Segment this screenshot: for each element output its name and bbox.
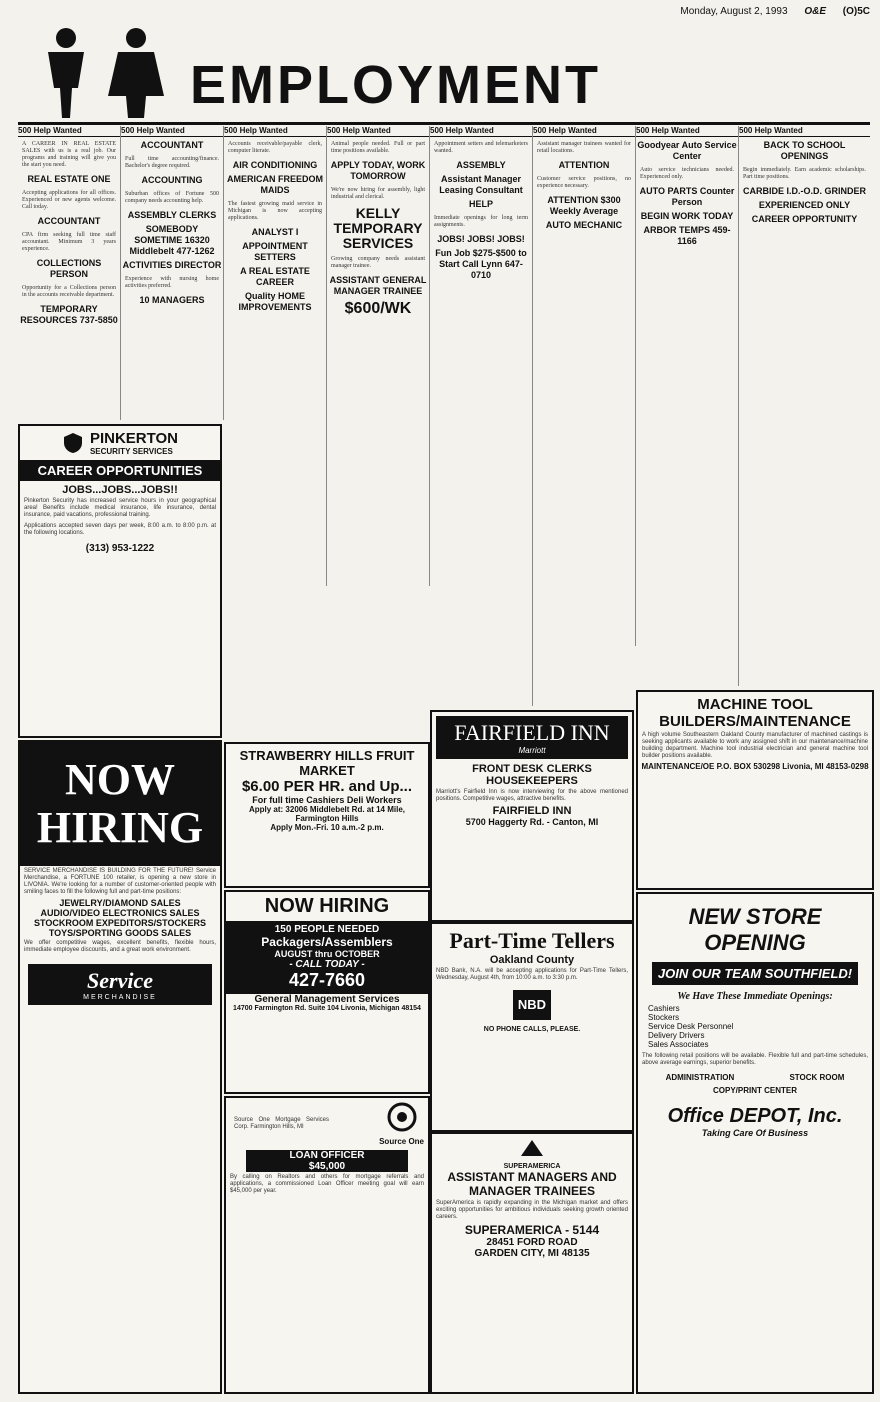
ad-title: JOBS! JOBS! JOBS! bbox=[437, 234, 525, 244]
superamerica-company: SUPERAMERICA - 5144 bbox=[464, 1223, 600, 1237]
ad-title: HELP bbox=[468, 199, 493, 209]
ad-title: Quality HOME IMPROVEMENTS bbox=[238, 291, 312, 312]
classified-column-4: 500 Help Wanted Animal people needed. Full or part time positions available. APPLY TODAY, WORK TOMORROW We're now hiring for assembly, light industrial and clerical. KELLY TEMPORARY SERVICES Growing company needs assistant manager trainee. ASSISTANT GENERAL MANAGER TRAINEE $600/WK bbox=[327, 126, 430, 586]
ad-title: ASSISTANT GENERAL MANAGER TRAINEE bbox=[329, 275, 427, 296]
page-folio bbox=[18, 6, 870, 20]
gm-line2: Packagers/Assemblers bbox=[261, 935, 393, 949]
ad-title: AIR CONDITIONING bbox=[232, 160, 318, 170]
od-section-stock: STOCK ROOM bbox=[789, 1073, 845, 1082]
ad-title: BEGIN WORK TODAY bbox=[640, 211, 734, 221]
column-heading: 500 Help Wanted bbox=[533, 126, 635, 137]
strawberry-hours: Apply Mon.-Fri. 10 a.m.-2 p.m. bbox=[270, 823, 384, 832]
classified-column-7: 500 Help Wanted Goodyear Auto Service Center Auto service technicians needed. Experienced only. AUTO PARTS Counter Person BEGIN WORK TODAY ARBOR TEMPS 459-1166 bbox=[636, 126, 739, 686]
ad-title: AUTO MECHANIC bbox=[545, 220, 623, 230]
ad-title: CARBIDE I.D.-O.D. GRINDER bbox=[742, 186, 866, 196]
strawberry-title: STRAWBERRY HILLS FRUIT MARKET bbox=[239, 748, 415, 778]
classified-column-6: 500 Help Wanted Assistant manager trainees wanted for retail locations. ATTENTION Customer service positions, no experience necessary. ATTENTION $300 Weekly Average AUTO MECHANIC bbox=[533, 126, 636, 646]
ad-title: APPLY TODAY, WORK TOMORROW bbox=[330, 160, 426, 181]
shield-icon bbox=[62, 432, 84, 454]
nbd-footer: NO PHONE CALLS, PLEASE. bbox=[483, 1026, 581, 1033]
section-banner bbox=[18, 22, 870, 125]
fairfield-inn-ad: FAIRFIELD INN Marriott FRONT DESK CLERKS HOUSEKEEPERS Marriott's Fairfield Inn is now interviewing for the above mentioned positions. Competitive wages, attractive benefits. FAIRFIELD INN 5700 Haggerty Rd. - Canton, MI bbox=[430, 710, 634, 922]
people-logo-icon bbox=[28, 26, 178, 118]
ad-title: AMERICAN FREEDOM MAIDS bbox=[227, 174, 323, 195]
ad-title: Goodyear Auto Service Center bbox=[637, 140, 737, 161]
source-one-brand: Source One bbox=[379, 1137, 424, 1146]
od-sub: JOIN OUR TEAM SOUTHFIELD! bbox=[652, 962, 858, 985]
superamerica-logo-icon bbox=[519, 1138, 545, 1158]
ad-title: TEMPORARY RESOURCES 737-5850 bbox=[20, 304, 118, 325]
ad-title: SOMEBODY SOMETIME 16320 Middlebelt 477-1262 bbox=[129, 224, 215, 256]
gm-call: - CALL TODAY - bbox=[289, 959, 365, 970]
machine-tool-headline: MACHINE TOOL BUILDERS/MAINTENANCE bbox=[659, 696, 851, 730]
column-heading: 500 Help Wanted bbox=[121, 126, 223, 137]
strawberry-apply: Apply at: 32006 Middlebelt Rd. at 14 Mile, Farmington Hills bbox=[248, 805, 406, 823]
ad-title: REAL ESTATE ONE bbox=[27, 174, 111, 184]
classified-column-1: 500 Help Wanted A CAREER IN REAL ESTATE SALES with us is a real job. Our programs and training will give you the start you need. REAL ESTATE ONE Accepting applications for all offices. Experienced or new agents welcome. Call today. ACCOUNTANT CPA firm seeking full time staff accountant. Minimum 3 years experience. COLLECTIONS PERSON Opportunity for a Collections person in the accounts receivable department. TEMPORARY RESOURCES 737-5850 bbox=[18, 126, 121, 420]
ad-title: AUTO PARTS Counter Person bbox=[639, 186, 735, 207]
pinkerton-sub: SECURITY SERVICES bbox=[89, 447, 173, 456]
machine-tool-address: MAINTENANCE/OE P.O. BOX 530298 Livonia, MI 48153-0298 bbox=[641, 762, 869, 771]
fairfield-company: FAIRFIELD INN bbox=[492, 805, 572, 817]
od-opening-5: Sales Associates bbox=[648, 1040, 709, 1049]
pinkerton-jobs: JOBS...JOBS...JOBS!! bbox=[62, 484, 178, 496]
ad-title: ACTIVITIES DIRECTOR bbox=[122, 260, 222, 270]
gm-phone: 427-7660 bbox=[288, 970, 366, 990]
ad-title: $600/WK bbox=[344, 300, 412, 317]
fairfield-address: 5700 Haggerty Rd. - Canton, MI bbox=[465, 817, 599, 827]
folio-paper: O&E bbox=[804, 6, 826, 17]
column-heading: 500 Help Wanted bbox=[739, 126, 870, 137]
od-opening-4: Delivery Drivers bbox=[648, 1031, 705, 1040]
ad-title: ARBOR TEMPS 459-1166 bbox=[643, 225, 731, 246]
gm-company: General Management Services bbox=[254, 994, 400, 1005]
service-merchandise-ad: NOW HIRING SERVICE MERCHANDISE IS BUILDING FOR THE FUTURE! Service Merchandise, a FORTUNE 100 retailer, is opening a new store in LIVONIA. We're looking for a number of customer-oriented people with smiling faces to fill the following full and part-time positions: JEWELRY/DIAMOND SALES AUDIO/VIDEO ELECTRONICS SALES STOCKROOM EXPEDITORS/STOCKERS TOYS/SPORTING GOODS SALES We offer competitive wages, excellent benefits, flexible hours, immediate employee discounts, and a great work environment. Service MERCHANDISE bbox=[18, 740, 222, 1394]
column-heading: 500 Help Wanted bbox=[430, 126, 532, 137]
superamerica-address: 28451 FORD ROAD bbox=[486, 1237, 578, 1248]
strawberry-roles: For full time Cashiers Deli Workers bbox=[252, 795, 402, 805]
ad-title: ACCOUNTANT bbox=[37, 216, 101, 226]
od-tagline: Taking Care Of Business bbox=[701, 1128, 809, 1138]
job-4: TOYS/SPORTING GOODS SALES bbox=[48, 928, 192, 938]
ad-title: ASSEMBLY CLERKS bbox=[127, 210, 217, 220]
source-one-salary: $45,000 bbox=[246, 1161, 408, 1172]
ad-title: Assistant Manager Leasing Consultant bbox=[439, 174, 523, 195]
classified-column-8: 500 Help Wanted BACK TO SCHOOL OPENINGS Begin immediately. Earn academic scholarships. Part time positions. CARBIDE I.D.-O.D. GRINDER EXPERIENCED ONLY CAREER OPPORTUNITY bbox=[739, 126, 870, 686]
column-heading: 500 Help Wanted bbox=[636, 126, 738, 137]
office-depot-ad: NEW STORE OPENING JOIN OUR TEAM SOUTHFIELD! We Have These Immediate Openings: Cashiers Stockers Service Desk Personnel Delivery Drivers Sales Associates The following retail positions will be available. Flexible full and part-time schedules, above average earnings, superior benefits. ADMINISTRATION STOCK ROOM COPY/PRINT CENTER Office DEPOT, Inc. Taking Care Of Business bbox=[636, 892, 874, 1394]
nbd-sub: Oakland County bbox=[489, 954, 575, 966]
gm-details bbox=[226, 921, 428, 994]
nbd-headline: Part-Time Tellers bbox=[449, 928, 615, 953]
od-opening-2: Stockers bbox=[648, 1013, 680, 1022]
pinkerton-brand: PINKERTON bbox=[89, 430, 179, 447]
job-3: STOCKROOM EXPEDITORS/STOCKERS bbox=[33, 918, 207, 928]
superamerica-headline: ASSISTANT MANAGERS AND MANAGER TRAINEES bbox=[447, 1170, 617, 1198]
superamerica-ad: SUPERAMERICA ASSISTANT MANAGERS AND MANAGER TRAINEES SuperAmerica is rapidly expanding in the Michigan market and offers exciting opportunities for ambitious individuals seeking growth oriented careers. SUPERAMERICA - 5144 28451 FORD ROAD GARDEN CITY, MI 48135 bbox=[430, 1132, 634, 1394]
od-headline: NEW STORE OPENING bbox=[688, 904, 822, 955]
fairfield-headline: FRONT DESK CLERKS HOUSEKEEPERS bbox=[472, 763, 592, 787]
classified-column-5: 500 Help Wanted Appointment setters and telemarketers wanted. ASSEMBLY Assistant Manager Leasing Consultant HELP Immediate openings for long term assignments. JOBS! JOBS! JOBS! Fun Job $275-$500 to Start Call Lynn 647-0710 bbox=[430, 126, 533, 706]
ad-title: ATTENTION $300 Weekly Average bbox=[547, 195, 621, 216]
classified-column-2: 500 Help Wanted ACCOUNTANT Full time accounting/finance. Bachelor's degree required. ACCOUNTING Suburban offices of Fortune 500 company needs accounting help. ASSEMBLY CLERKS SOMEBODY SOMETIME 16320 Middlebelt 477-1262 ACTIVITIES DIRECTOR Experience with nursing home activities preferred. 10 MANAGERS bbox=[121, 126, 224, 420]
job-1: JEWELRY/DIAMOND SALES bbox=[59, 898, 181, 908]
gm-line3: AUGUST thru OCTOBER bbox=[274, 949, 380, 959]
ad-title: BACK TO SCHOOL OPENINGS bbox=[763, 140, 846, 161]
column-heading: 500 Help Wanted bbox=[224, 126, 326, 137]
ad-title: ASSEMBLY bbox=[456, 160, 506, 170]
gm-headline: NOW HIRING bbox=[264, 895, 390, 917]
od-section-copy: COPY/PRINT CENTER bbox=[712, 1086, 797, 1095]
od-opening-1: Cashiers bbox=[648, 1004, 680, 1013]
gm-address: 14700 Farmington Rd. Suite 104 Livonia, Michigan 48154 bbox=[233, 1005, 421, 1012]
source-one-title: LOAN OFFICER bbox=[246, 1150, 408, 1161]
ad-title: ACCOUNTANT bbox=[140, 140, 204, 150]
folio-page: (O)5C bbox=[842, 6, 870, 17]
strawberry-hills-ad bbox=[224, 742, 430, 888]
pinkerton-ad: PINKERTON SECURITY SERVICES CAREER OPPORTUNITIES JOBS...JOBS...JOBS!! Pinkerton Security has increased service hours in your geographical area! Benefits include medical insurance, life insurance, dental insurance, paid vacations, professional training. Applications accepted seven days per week, 8:00 a.m. to 8:00 p.m. at the following locations. (313) 953-1222 bbox=[18, 424, 222, 738]
pinkerton-headline: CAREER OPPORTUNITIES bbox=[20, 460, 220, 481]
gm-line1: 150 PEOPLE NEEDED bbox=[274, 924, 380, 935]
superamerica-city: GARDEN CITY, MI 48135 bbox=[474, 1248, 590, 1259]
column-heading: 500 Help Wanted bbox=[327, 126, 429, 137]
ad-title: A REAL ESTATE CAREER bbox=[240, 266, 310, 287]
service-brand: Service bbox=[87, 968, 153, 993]
ad-title: ATTENTION bbox=[558, 160, 610, 170]
od-section-admin: ADMINISTRATION bbox=[665, 1073, 735, 1082]
general-management-ad bbox=[224, 890, 430, 1094]
nbd-logo: NBD bbox=[513, 990, 551, 1020]
column-heading: 500 Help Wanted bbox=[18, 126, 120, 137]
nbd-ad: Part-Time Tellers Oakland County NBD Bank, N.A. will be accepting applications for Part-Time Tellers, Wednesday, August 4th, from 10:00 a.m. to 3:30 p.m. NBD NO PHONE CALLS, PLEASE. bbox=[430, 922, 634, 1132]
service-brand-sub: MERCHANDISE bbox=[83, 994, 157, 1001]
ad-title: KELLY TEMPORARY SERVICES bbox=[333, 205, 423, 251]
ad-title: ACCOUNTING bbox=[141, 175, 203, 185]
folio-date: Monday, August 2, 1993 bbox=[680, 6, 788, 17]
od-intro: We Have These Immediate Openings: bbox=[677, 991, 833, 1002]
fairfield-brand: Marriott bbox=[518, 746, 546, 755]
od-opening-3: Service Desk Personnel bbox=[648, 1022, 734, 1031]
machine-tool-ad: MACHINE TOOL BUILDERS/MAINTENANCE A high volume Southeastern Oakland County manufacturer of machined castings is seeking applicants available to work any assigned shift in our maintenance/machine building department. Machine tool industrial electrician and general machine tool builder positions available. MAINTENANCE/OE P.O. BOX 530298 Livonia, MI 48153-0298 bbox=[636, 690, 874, 890]
ad-title: EXPERIENCED ONLY bbox=[758, 200, 851, 210]
ad-title: COLLECTIONS PERSON bbox=[36, 258, 102, 279]
strawberry-pay: $6.00 PER HR. and Up... bbox=[241, 778, 413, 795]
ad-title: 10 MANAGERS bbox=[139, 295, 205, 305]
now-hiring-headline: NOW HIRING bbox=[20, 742, 220, 866]
service-logo bbox=[28, 964, 212, 1005]
fairfield-name: FAIRFIELD INN bbox=[454, 720, 610, 745]
ad-title: APPOINTMENT SETTERS bbox=[242, 241, 308, 262]
ad-title: CAREER OPPORTUNITY bbox=[751, 214, 858, 224]
source-one-logo-icon bbox=[387, 1102, 417, 1132]
od-brand: Office DEPOT, Inc. bbox=[667, 1105, 843, 1127]
superamerica-brand: SUPERAMERICA bbox=[503, 1163, 561, 1170]
source-one-ad: Source One Mortgage Services Corp. Farmington Hills, MI Source One LOAN OFFICER $45,000 By calling on Realtors and others for mortgage referrals and applications, a commissioned Loan Officer meeting goal will earn $45,000 per year. bbox=[224, 1096, 430, 1394]
pinkerton-phone: (313) 953-1222 bbox=[85, 543, 155, 554]
classified-column-3: 500 Help Wanted Accounts receivable/payable clerk, computer literate. AIR CONDITIONING AMERICAN FREEDOM MAIDS The fastest growing maid service in Michigan is now accepting applications. ANALYST I APPOINTMENT SETTERS A REAL ESTATE CAREER Quality HOME IMPROVEMENTS bbox=[224, 126, 327, 586]
ad-title: Fun Job $275-$500 to Start Call Lynn 647-0710 bbox=[435, 248, 527, 280]
job-2: AUDIO/VIDEO ELECTRONICS SALES bbox=[40, 908, 200, 918]
fairfield-logo bbox=[436, 716, 628, 759]
ad-title: ANALYST I bbox=[251, 227, 299, 237]
section-title: EMPLOYMENT bbox=[190, 55, 602, 115]
